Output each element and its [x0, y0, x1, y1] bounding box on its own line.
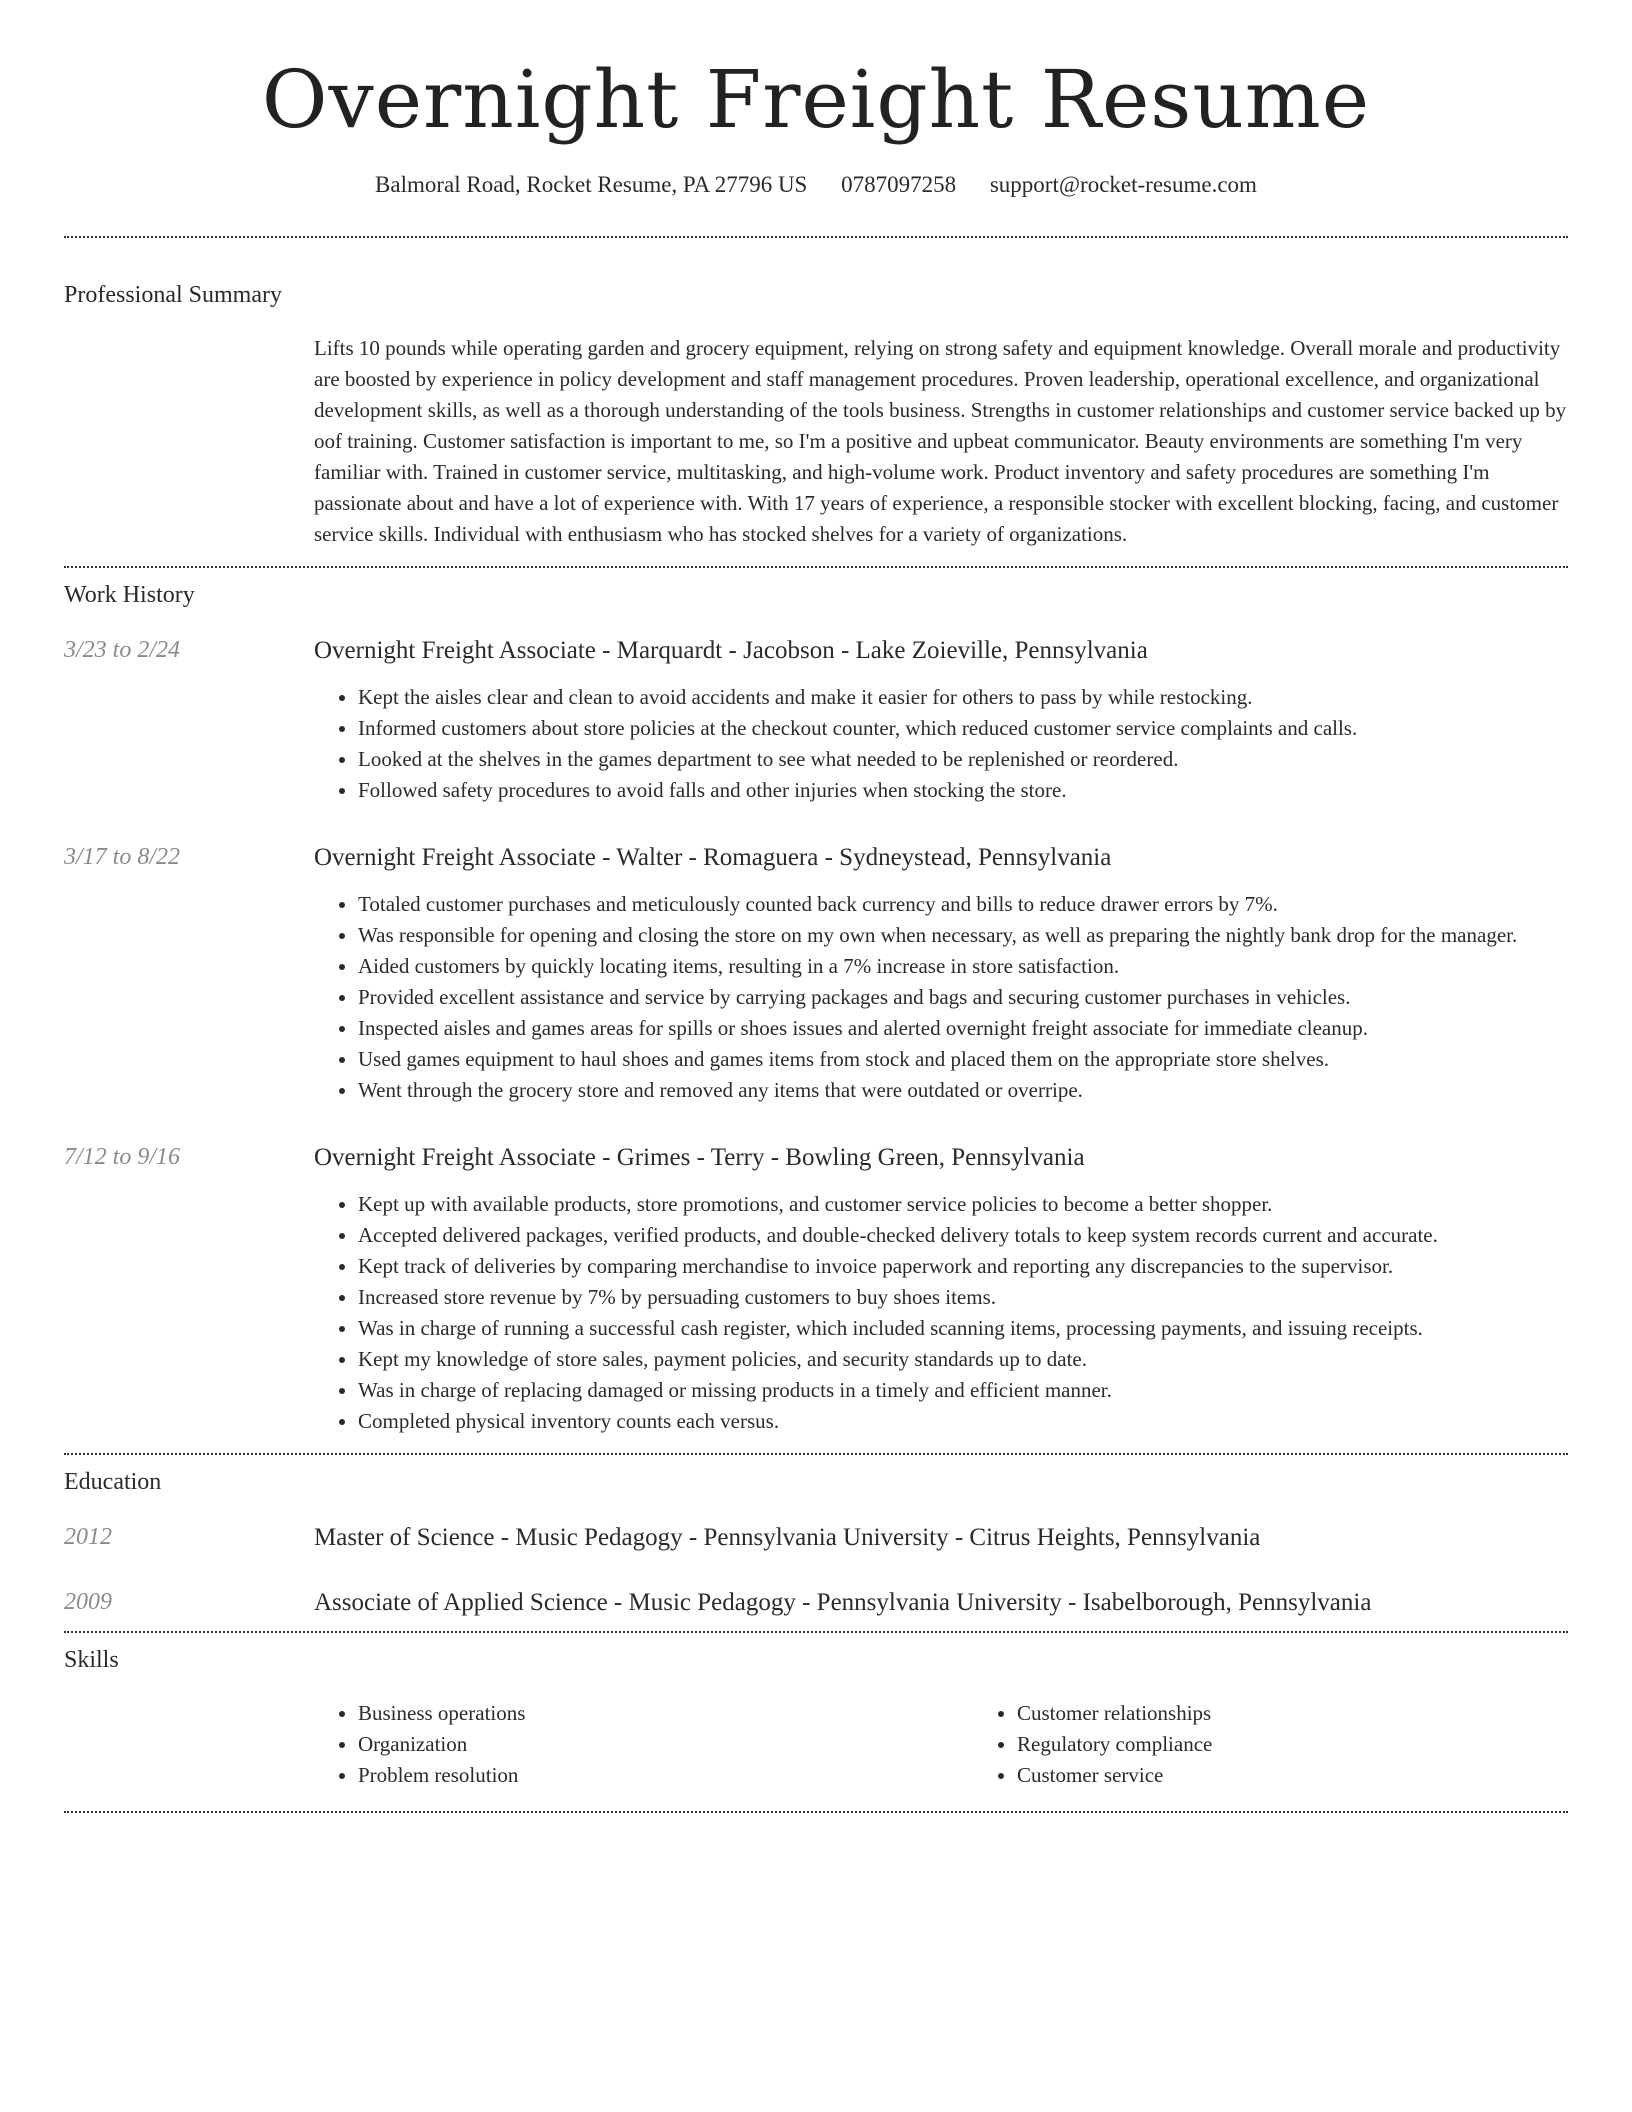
education-entry [64, 1589, 1568, 1617]
divider [64, 566, 1568, 568]
work-history-section [64, 582, 1568, 1437]
summary-section [64, 282, 1568, 550]
education-degree: Master of Science - Music Pedagogy - Pennsylvania University - Citrus Heights, Pennsylvania [314, 1524, 1261, 1551]
skills-section [64, 1647, 1568, 1791]
job-title: Overnight Freight Associate - Marquardt - Jacobson - Lake Zoieville, Pennsylvania [314, 637, 1148, 664]
skill-item: • Business operations [358, 1698, 973, 1729]
education-section [64, 1469, 1568, 1617]
summary-text: Lifts 10 pounds while operating garden and grocery equipment, relying on strong safety and equipment knowledge. Overall morale and productivity are boosted by experience in policy development and staff management procedures. Proven leadership, operational excellence, and organizational development skills, as well as a thorough understanding of the tools business. Strengths in customer relationships and customer service backed up by oof training. Customer satisfaction is important to me, so I'm a positive and upbeat communicator. Beauty environments are something I'm very familiar with. Trained in customer service, multitasking, and high-volume work. Product inventory and safety procedures are something I'm passionate about and have a lot of experience with. With 17 years of experience, a responsible stocker with excellent blocking, facing, and customer service skills. Individual with enthusiasm who has stocked shelves for a variety of organizations. [314, 336, 1567, 546]
job-entry [64, 1144, 1568, 1437]
job-title: Overnight Freight Associate - Grimes - Terry - Bowling Green, Pennsylvania [314, 1144, 1085, 1171]
divider [64, 236, 1568, 238]
bullet-item: • Inspected aisles and games areas for spills or shoes issues and alerted overnight freight associate for immediate cleanup. [358, 1013, 1568, 1044]
bullet-item: • Kept my knowledge of store sales, payment policies, and security standards up to date. [358, 1344, 1568, 1375]
bullet-item: • Kept the aisles clear and clean to avoid accidents and make it easier for others to pass by while restocking. [358, 682, 1568, 713]
education-entry [64, 1524, 1568, 1552]
skills-list [973, 1698, 1632, 1791]
skills-heading: Skills [64, 1647, 119, 1673]
bullet-item: • Went through the grocery store and removed any items that were outdated or overripe. [358, 1075, 1568, 1106]
bullet-item: • Aided customers by quickly locating items, resulting in a 7% increase in store satisfaction. [358, 951, 1568, 982]
skills-list [314, 1698, 973, 1791]
skill-item: • Regulatory compliance [1017, 1729, 1632, 1760]
skill-item: • Customer service [1017, 1760, 1632, 1791]
job-bullets [314, 889, 1568, 1106]
bullet-item: • Kept track of deliveries by comparing merchandise to invoice paperwork and reporting any discrepancies to the supervisor. [358, 1251, 1568, 1282]
resume-title: Overnight Freight Resume [261, 53, 1371, 146]
phone: 0787097258 [841, 172, 957, 197]
bullet-item: • Totaled customer purchases and meticulously counted back currency and bills to reduce drawer errors by 7%. [358, 889, 1568, 920]
bullet-item: • Increased store revenue by 7% by persuading customers to buy shoes items. [358, 1282, 1568, 1313]
summary-heading: Professional Summary [64, 282, 282, 308]
skill-item: • Problem resolution [358, 1760, 973, 1791]
education-year: 2009 [64, 1589, 112, 1615]
bullet-item: • Informed customers about store policies at the checkout counter, which reduced customer service complaints and calls. [358, 713, 1568, 744]
skill-item: • Customer relationships [1017, 1698, 1632, 1729]
contact-line [64, 172, 1568, 198]
divider [64, 1453, 1568, 1455]
job-bullets [314, 682, 1568, 806]
job-bullets [314, 1189, 1568, 1437]
education-degree: Associate of Applied Science - Music Pedagogy - Pennsylvania University - Isabelborough, Pennsylvania [314, 1589, 1372, 1616]
job-dates: 7/12 to 9/16 [64, 1144, 181, 1170]
divider [64, 1811, 1568, 1813]
bullet-item: • Followed safety procedures to avoid falls and other injuries when stocking the store. [358, 775, 1568, 806]
divider [64, 1631, 1568, 1633]
bullet-item: • Kept up with available products, store promotions, and customer service policies to become a better shopper. [358, 1189, 1568, 1220]
bullet-item: • Was responsible for opening and closing the store on my own when necessary, as well as preparing the nightly bank drop for the manager. [358, 920, 1568, 951]
job-entry [64, 637, 1568, 806]
bullet-item: • Was in charge of running a successful cash register, which included scanning items, processing payments, and issuing receipts. [358, 1313, 1568, 1344]
bullet-item: • Looked at the shelves in the games department to see what needed to be replenished or reordered. [358, 744, 1568, 775]
bullet-item: • Used games equipment to haul shoes and games items from stock and placed them on the appropriate store shelves. [358, 1044, 1568, 1075]
job-dates: 3/23 to 2/24 [64, 637, 181, 663]
email: support@rocket-resume.com [989, 172, 1257, 197]
bullet-item: • Was in charge of replacing damaged or missing products in a timely and efficient manner. [358, 1375, 1568, 1406]
address: Balmoral Road, Rocket Resume, PA 27796 US [375, 172, 808, 197]
job-title: Overnight Freight Associate - Walter - Romaguera - Sydneystead, Pennsylvania [314, 844, 1112, 871]
bullet-item: • Completed physical inventory counts each versus. [358, 1406, 1568, 1437]
bullet-item: • Provided excellent assistance and service by carrying packages and bags and securing customer purchases in vehicles. [358, 982, 1568, 1013]
bullet-item: • Accepted delivered packages, verified products, and double-checked delivery totals to keep system records current and accurate. [358, 1220, 1568, 1251]
skill-item: • Organization [358, 1729, 973, 1760]
job-entry [64, 844, 1568, 1106]
education-year: 2012 [64, 1524, 112, 1550]
education-heading: Education [64, 1469, 162, 1495]
work-history-heading: Work History [64, 582, 195, 608]
job-dates: 3/17 to 8/22 [64, 844, 181, 870]
